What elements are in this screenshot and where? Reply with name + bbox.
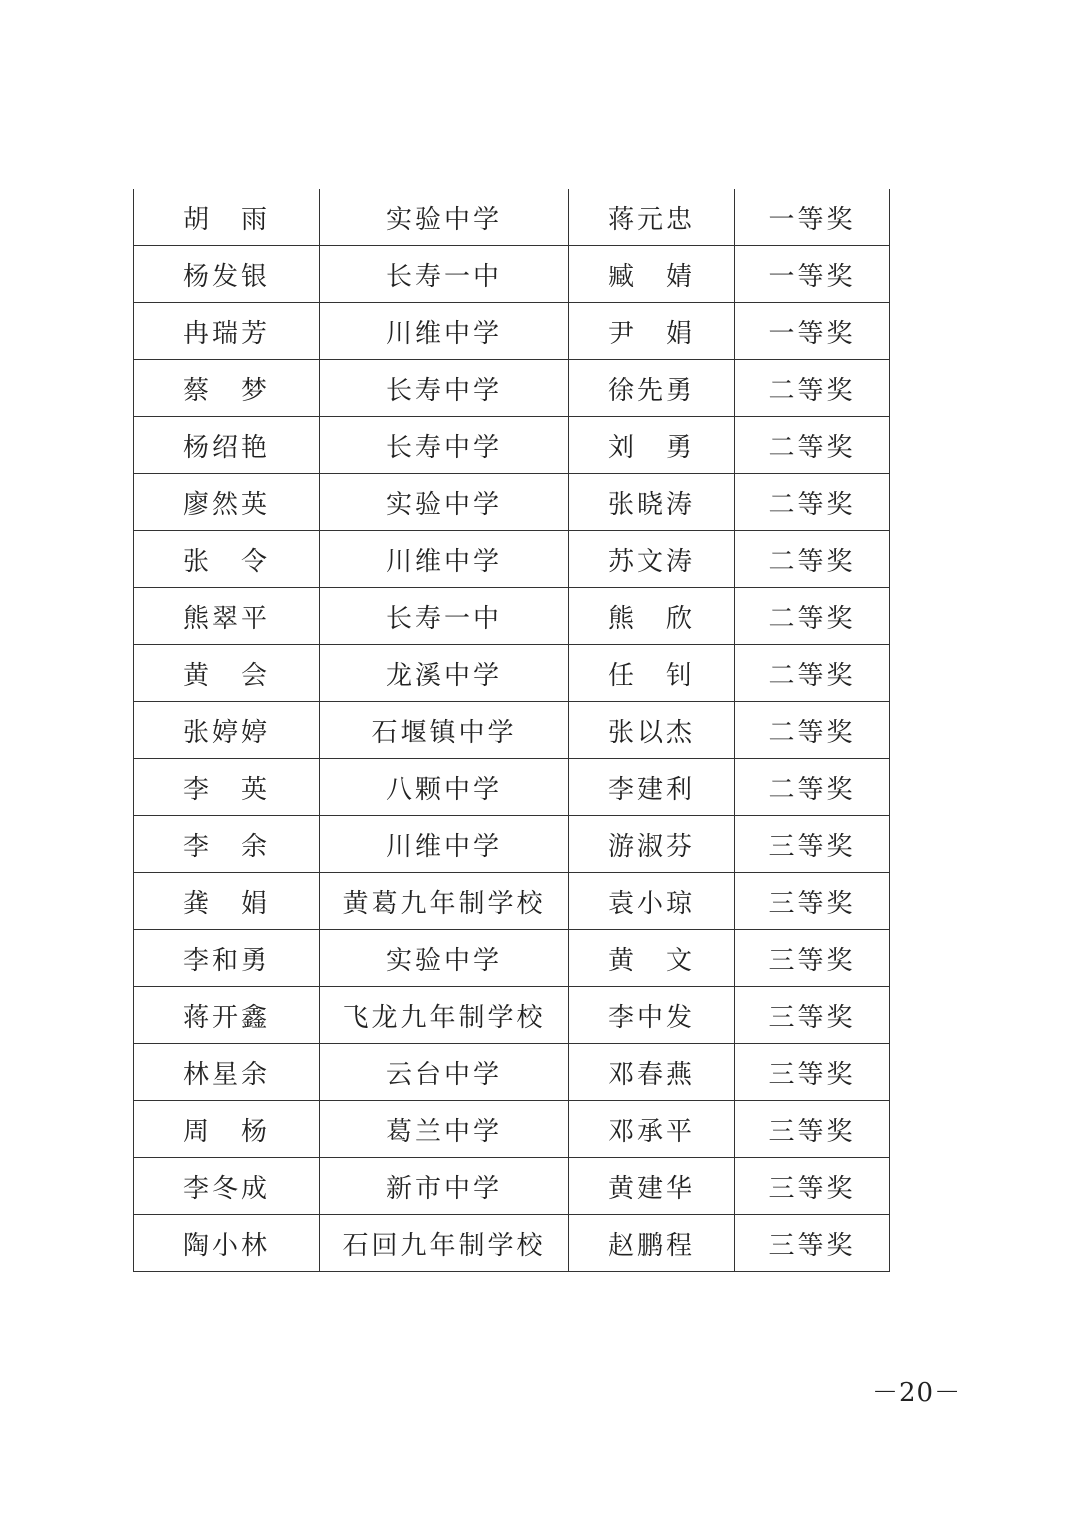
- student-name-cell: 杨绍艳: [134, 417, 320, 474]
- teacher-name-cell: 李建利: [569, 759, 735, 816]
- award-cell: 一等奖: [735, 246, 890, 303]
- school-cell: 石堰镇中学: [320, 702, 569, 759]
- school-cell: 八颗中学: [320, 759, 569, 816]
- teacher-name-cell: 邓春燕: [569, 1044, 735, 1101]
- teacher-name-cell: 任 钊: [569, 645, 735, 702]
- award-cell: 一等奖: [735, 303, 890, 360]
- award-table: [133, 189, 890, 1272]
- award-cell: 三等奖: [735, 987, 890, 1044]
- table-row: [134, 531, 890, 588]
- award-cell: 三等奖: [735, 1215, 890, 1272]
- teacher-name-cell: 蒋元忠: [569, 189, 735, 246]
- school-cell: 云台中学: [320, 1044, 569, 1101]
- school-cell: 川维中学: [320, 531, 569, 588]
- award-cell: 二等奖: [735, 759, 890, 816]
- table-row: [134, 759, 890, 816]
- award-cell: 三等奖: [735, 816, 890, 873]
- teacher-name-cell: 黄 文: [569, 930, 735, 987]
- table-row: [134, 417, 890, 474]
- award-cell: 二等奖: [735, 417, 890, 474]
- school-cell: 飞龙九年制学校: [320, 987, 569, 1044]
- student-name-cell: 李 英: [134, 759, 320, 816]
- table-row: [134, 930, 890, 987]
- student-name-cell: 陶小林: [134, 1215, 320, 1272]
- teacher-name-cell: 张晓涛: [569, 474, 735, 531]
- school-cell: 川维中学: [320, 303, 569, 360]
- student-name-cell: 冉瑞芳: [134, 303, 320, 360]
- school-cell: 实验中学: [320, 189, 569, 246]
- table-row: [134, 1215, 890, 1272]
- award-cell: 三等奖: [735, 1158, 890, 1215]
- teacher-name-cell: 臧 婧: [569, 246, 735, 303]
- teacher-name-cell: 熊 欣: [569, 588, 735, 645]
- table-row: [134, 246, 890, 303]
- student-name-cell: 蒋开鑫: [134, 987, 320, 1044]
- student-name-cell: 龚 娟: [134, 873, 320, 930]
- award-cell: 二等奖: [735, 702, 890, 759]
- student-name-cell: 李 余: [134, 816, 320, 873]
- teacher-name-cell: 徐先勇: [569, 360, 735, 417]
- school-cell: 黄葛九年制学校: [320, 873, 569, 930]
- school-cell: 川维中学: [320, 816, 569, 873]
- school-cell: 实验中学: [320, 930, 569, 987]
- award-cell: 三等奖: [735, 873, 890, 930]
- school-cell: 长寿一中: [320, 246, 569, 303]
- school-cell: 长寿一中: [320, 588, 569, 645]
- award-table-body: [134, 189, 890, 1272]
- table-row: [134, 360, 890, 417]
- table-row: [134, 987, 890, 1044]
- student-name-cell: 胡 雨: [134, 189, 320, 246]
- teacher-name-cell: 苏文涛: [569, 531, 735, 588]
- student-name-cell: 张婷婷: [134, 702, 320, 759]
- page-number: －20－: [872, 1378, 962, 1408]
- table-row: [134, 189, 890, 246]
- student-name-cell: 杨发银: [134, 246, 320, 303]
- school-cell: 葛兰中学: [320, 1101, 569, 1158]
- student-name-cell: 蔡 梦: [134, 360, 320, 417]
- award-cell: 三等奖: [735, 1044, 890, 1101]
- student-name-cell: 廖然英: [134, 474, 320, 531]
- teacher-name-cell: 刘 勇: [569, 417, 735, 474]
- student-name-cell: 熊翠平: [134, 588, 320, 645]
- table-row: [134, 873, 890, 930]
- award-cell: 二等奖: [735, 531, 890, 588]
- student-name-cell: 周 杨: [134, 1101, 320, 1158]
- school-cell: 新市中学: [320, 1158, 569, 1215]
- table-row: [134, 1101, 890, 1158]
- table-row: [134, 1044, 890, 1101]
- table-row: [134, 702, 890, 759]
- award-cell: 二等奖: [735, 474, 890, 531]
- school-cell: 长寿中学: [320, 417, 569, 474]
- teacher-name-cell: 邓承平: [569, 1101, 735, 1158]
- teacher-name-cell: 游淑芬: [569, 816, 735, 873]
- table-row: [134, 645, 890, 702]
- student-name-cell: 黄 会: [134, 645, 320, 702]
- teacher-name-cell: 袁小琼: [569, 873, 735, 930]
- teacher-name-cell: 黄建华: [569, 1158, 735, 1215]
- school-cell: 长寿中学: [320, 360, 569, 417]
- award-cell: 一等奖: [735, 189, 890, 246]
- school-cell: 龙溪中学: [320, 645, 569, 702]
- teacher-name-cell: 张以杰: [569, 702, 735, 759]
- table-row: [134, 588, 890, 645]
- table-row: [134, 303, 890, 360]
- school-cell: 石回九年制学校: [320, 1215, 569, 1272]
- award-cell: 二等奖: [735, 360, 890, 417]
- award-cell: 三等奖: [735, 930, 890, 987]
- teacher-name-cell: 赵鹏程: [569, 1215, 735, 1272]
- table-row: [134, 816, 890, 873]
- teacher-name-cell: 尹 娟: [569, 303, 735, 360]
- table-row: [134, 1158, 890, 1215]
- table-row: [134, 474, 890, 531]
- teacher-name-cell: 李中发: [569, 987, 735, 1044]
- school-cell: 实验中学: [320, 474, 569, 531]
- award-cell: 三等奖: [735, 1101, 890, 1158]
- student-name-cell: 林星余: [134, 1044, 320, 1101]
- student-name-cell: 李冬成: [134, 1158, 320, 1215]
- student-name-cell: 张 令: [134, 531, 320, 588]
- award-cell: 二等奖: [735, 645, 890, 702]
- student-name-cell: 李和勇: [134, 930, 320, 987]
- award-cell: 二等奖: [735, 588, 890, 645]
